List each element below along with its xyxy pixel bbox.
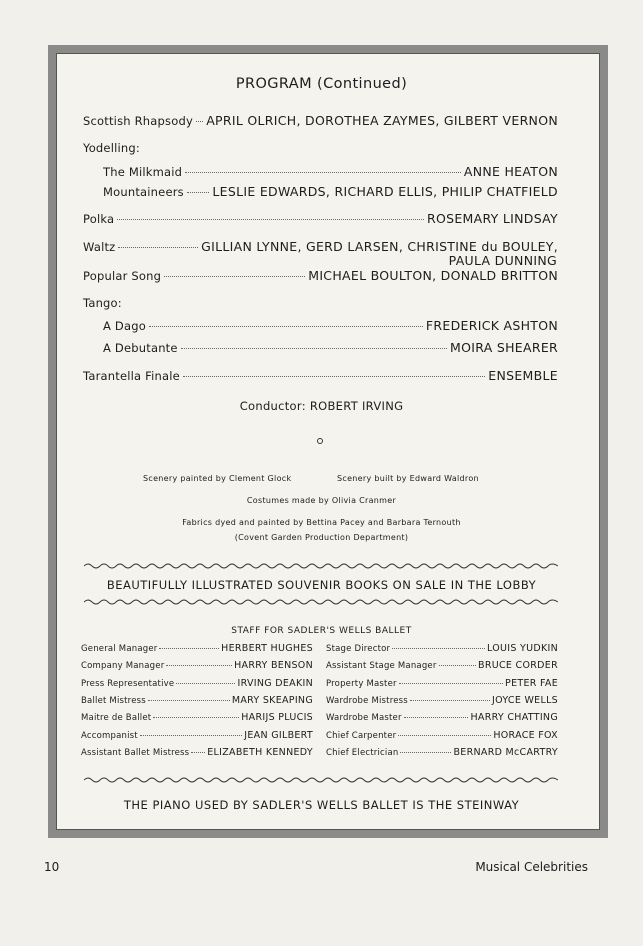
section-tango: Tango: bbox=[83, 296, 122, 310]
section-yodelling: Yodelling: bbox=[83, 141, 140, 155]
program-item-dago bbox=[103, 318, 558, 334]
dot-leader bbox=[400, 752, 451, 753]
item-label: Scottish Rhapsody bbox=[83, 114, 193, 128]
item-performers: ENSEMBLE bbox=[488, 368, 558, 383]
item-performers: APRIL OLRICH, DOROTHEA ZAYMES, GILBERT VERNON bbox=[206, 113, 558, 128]
credit-fabrics: Fabrics dyed and painted by Bettina Pacey and Barbara Ternouth bbox=[182, 518, 461, 527]
staff-name: PETER FAE bbox=[505, 677, 558, 689]
item-performers: MICHAEL BOULTON, DONALD BRITTON bbox=[308, 268, 558, 283]
program-title: PROGRAM (Continued) bbox=[235, 76, 408, 92]
staff-role: Assistant Stage Manager bbox=[326, 661, 437, 672]
staff-role: Stage Director bbox=[326, 644, 391, 654]
dot-leader bbox=[183, 376, 485, 377]
wave-divider bbox=[84, 562, 558, 570]
dot-leader bbox=[118, 247, 198, 248]
staff-role: Ballet Mistress bbox=[81, 695, 146, 706]
staff-role: Chief Electrician bbox=[326, 747, 399, 758]
page-number: 10 bbox=[44, 860, 60, 874]
dot-leader bbox=[148, 700, 230, 701]
dot-leader bbox=[191, 752, 205, 753]
item-label: A Debutante bbox=[103, 341, 178, 355]
staff-row bbox=[81, 712, 313, 724]
dot-leader bbox=[140, 735, 242, 736]
dot-leader bbox=[117, 219, 424, 220]
staff-role: Maitre de Ballet bbox=[81, 713, 152, 724]
dot-leader bbox=[153, 717, 239, 718]
item-label: Mountaineers bbox=[103, 185, 184, 199]
wave-divider bbox=[84, 598, 558, 606]
dot-leader bbox=[404, 717, 469, 718]
staff-name: HORACE FOX bbox=[493, 729, 558, 741]
program-item-mountaineers bbox=[103, 184, 558, 200]
staff-row bbox=[326, 660, 558, 672]
dot-leader bbox=[196, 121, 203, 122]
program-item-scottish bbox=[83, 113, 558, 129]
item-performers-cont: PAULA DUNNING bbox=[448, 253, 557, 268]
dot-leader bbox=[149, 326, 423, 327]
staff-role: Wardrobe Master bbox=[326, 713, 402, 724]
staff-name: ELIZABETH KENNEDY bbox=[207, 746, 313, 758]
dot-leader bbox=[187, 192, 210, 193]
staff-name: IRVING DEAKIN bbox=[237, 677, 313, 689]
staff-name: JEAN GILBERT bbox=[244, 729, 313, 741]
dot-leader bbox=[410, 700, 490, 701]
souvenir-notice: BEAUTIFULLY ILLUSTRATED SOUVENIR BOOKS ON SALE IN THE LOBBY bbox=[106, 578, 537, 592]
program-item-polka bbox=[83, 211, 558, 227]
staff-row bbox=[326, 695, 558, 707]
staff-row bbox=[81, 695, 313, 707]
staff-name: HERBERT HUGHES bbox=[221, 643, 313, 654]
item-label: Popular Song bbox=[83, 269, 162, 283]
staff-title: STAFF FOR SADLER'S WELLS BALLET bbox=[231, 626, 412, 636]
dot-leader bbox=[166, 665, 232, 666]
conductor-line: Conductor: ROBERT IRVING bbox=[239, 399, 404, 413]
dot-leader bbox=[164, 276, 305, 277]
staff-role: General Manager bbox=[81, 644, 158, 654]
item-performers: FREDERICK ASHTON bbox=[425, 318, 558, 333]
item-performers: ROSEMARY LINDSAY bbox=[427, 211, 558, 226]
staff-row bbox=[326, 747, 558, 759]
item-performers: GILLIAN LYNNE, GERD LARSEN, CHRISTINE du BOULEY, bbox=[201, 239, 558, 254]
credit-scenery-painted: Scenery painted by Clement Glock bbox=[143, 474, 292, 483]
staff-role: Assistant Ballet Mistress bbox=[81, 747, 190, 758]
dot-leader bbox=[176, 683, 235, 684]
piano-notice: THE PIANO USED BY SADLER'S WELLS BALLET IS THE STEINWAY bbox=[123, 798, 520, 812]
staff-row bbox=[326, 712, 558, 724]
dot-leader bbox=[398, 735, 491, 736]
staff-role: Press Representative bbox=[81, 678, 175, 689]
item-label: Polka bbox=[83, 212, 115, 226]
staff-row bbox=[81, 643, 313, 655]
staff-role: Accompanist bbox=[81, 730, 138, 741]
publication-name: Musical Celebrities bbox=[475, 860, 588, 874]
staff-name: BERNARD McCARTRY bbox=[453, 746, 558, 758]
staff-name: HARRY CHATTING bbox=[470, 712, 558, 724]
item-label: The Milkmaid bbox=[103, 165, 183, 179]
dot-leader bbox=[185, 172, 461, 173]
staff-name: HARIJS PLUCIS bbox=[241, 712, 313, 724]
staff-role: Company Manager bbox=[81, 661, 165, 672]
staff-name: JOYCE WELLS bbox=[491, 694, 558, 706]
item-label: A Dago bbox=[103, 319, 146, 333]
credit-department: (Covent Garden Production Department) bbox=[234, 533, 409, 542]
divider-dot bbox=[317, 438, 323, 444]
dot-leader bbox=[159, 648, 219, 649]
staff-name: BRUCE CORDER bbox=[478, 660, 558, 672]
credit-costumes: Costumes made by Olivia Cranmer bbox=[246, 496, 397, 505]
staff-row bbox=[81, 747, 313, 759]
staff-name: HARRY BENSON bbox=[234, 660, 313, 672]
item-performers: ANNE HEATON bbox=[463, 164, 558, 179]
staff-row bbox=[326, 678, 558, 690]
program-item-debutante bbox=[103, 340, 558, 356]
staff-role: Wardrobe Mistress bbox=[326, 695, 408, 706]
dot-leader bbox=[399, 683, 503, 684]
staff-row bbox=[81, 730, 313, 742]
program-item-popular-song bbox=[83, 268, 558, 284]
staff-row bbox=[326, 730, 558, 742]
item-label: Waltz bbox=[83, 240, 116, 254]
program-item-milkmaid bbox=[103, 164, 558, 180]
staff-role: Property Master bbox=[326, 678, 397, 689]
item-performers: LESLIE EDWARDS, RICHARD ELLIS, PHILIP CHATFIELD bbox=[212, 184, 558, 199]
program-item-tarantella bbox=[83, 368, 558, 384]
credit-scenery-built: Scenery built by Edward Waldron bbox=[337, 474, 479, 483]
dot-leader bbox=[181, 348, 447, 349]
item-performers: MOIRA SHEARER bbox=[450, 340, 558, 355]
staff-row bbox=[81, 660, 313, 672]
item-label: Tarantella Finale bbox=[83, 369, 180, 383]
dot-leader bbox=[439, 665, 476, 666]
staff-name: MARY SKEAPING bbox=[231, 694, 313, 706]
staff-role: Chief Carpenter bbox=[326, 730, 397, 741]
dot-leader bbox=[392, 648, 485, 649]
wave-divider bbox=[84, 776, 558, 784]
staff-name: LOUIS YUDKIN bbox=[486, 643, 558, 654]
staff-row bbox=[81, 678, 313, 690]
staff-row bbox=[326, 643, 558, 655]
